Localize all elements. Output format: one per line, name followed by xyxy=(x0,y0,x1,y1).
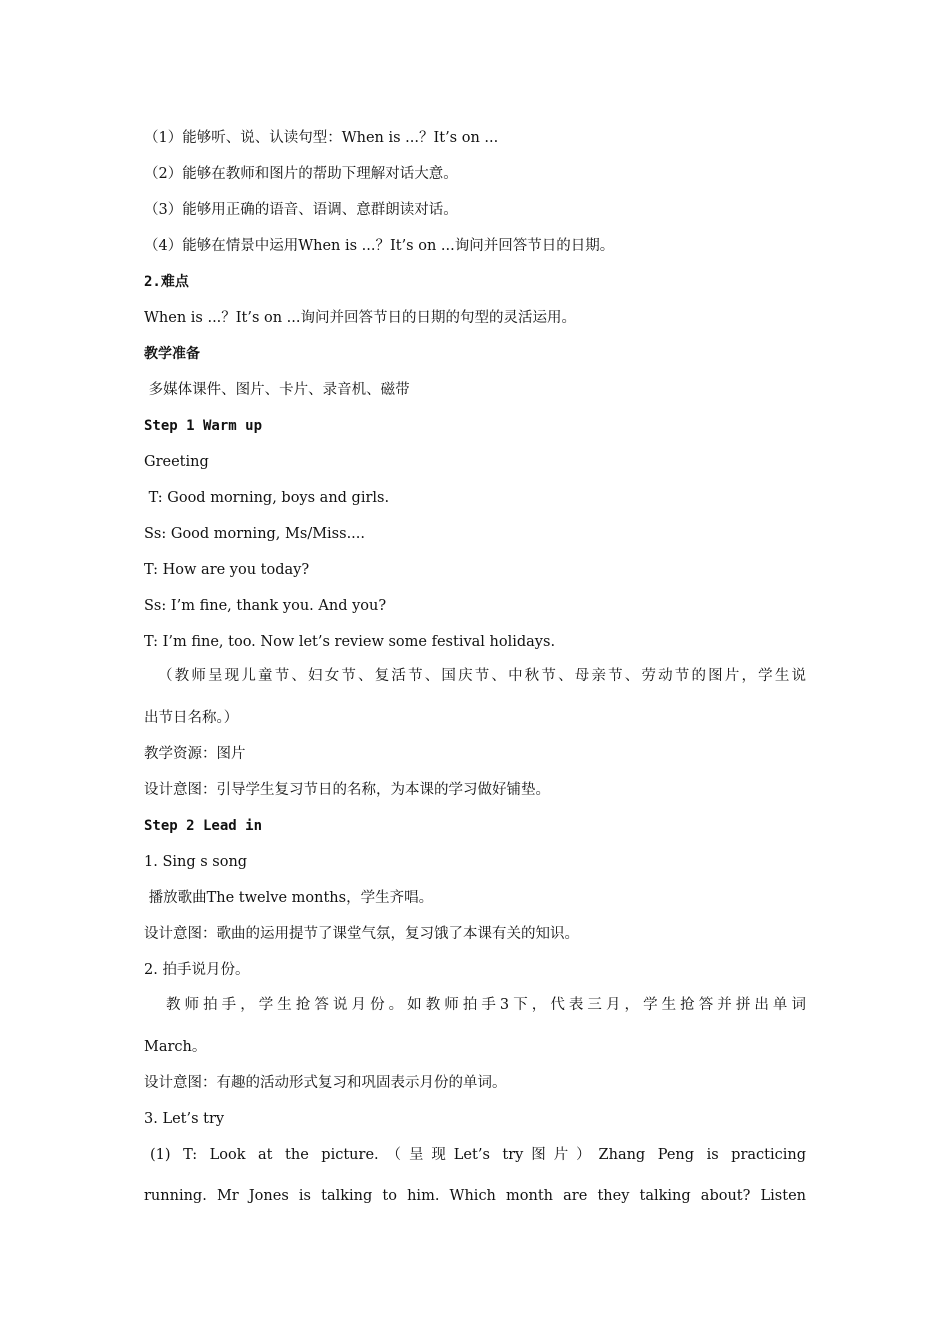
dialogue-line: T: How are you today? xyxy=(144,562,310,578)
difficulty-heading: 2.难点 xyxy=(144,274,189,290)
step2-item1: 1. Sing s song xyxy=(144,854,248,870)
step1-note-line1: （教师呈现儿童节、妇女节、复活节、国庆节、中秋节、母亲节、劳动节的图片，学生说 xyxy=(158,668,806,684)
step2-item3-line1: (1) T: Look at the picture.（呈现Let’s try图片）Zhang Peng is practicing xyxy=(150,1147,806,1163)
objective-2: （2）能够在教师和图片的帮助下理解对话大意。 xyxy=(144,166,458,182)
preparation-heading: 教学准备 xyxy=(144,346,200,362)
objective-4: （4）能够在情景中运用When is ...？It’s on ...询问并回答节日的日期。 xyxy=(144,238,615,254)
dialogue-line: Ss: I’m fine, thank you. And you? xyxy=(144,598,387,614)
objective-3: （3）能够用正确的语音、语调、意群朗读对话。 xyxy=(144,202,458,218)
step2-item1-intent: 设计意图：歌曲的运用提节了课堂气氛，复习饿了本课有关的知识。 xyxy=(144,926,579,942)
step1-intent: 设计意图：引导学生复习节日的名称，为本课的学习做好铺垫。 xyxy=(144,782,550,798)
dialogue-line: Ss: Good morning, Ms/Miss.... xyxy=(144,526,366,542)
step1-resource: 教学资源：图片 xyxy=(144,746,246,762)
step2-item3: 3. Let’s try xyxy=(144,1111,225,1127)
difficulty-text: When is ...？It’s on ...询问并回答节日的日期的句型的灵活运用。 xyxy=(144,310,577,326)
step2-item2-line1: 教师拍手，学生抢答说月份。如教师拍手3下，代表三月，学生抢答并拼出单词 xyxy=(166,997,806,1013)
dialogue-line: T: Good morning, boys and girls. xyxy=(144,490,390,506)
step2-item2-intent: 设计意图：有趣的活动形式复习和巩固表示月份的单词。 xyxy=(144,1075,507,1091)
step2-item1-text: 播放歌曲The twelve months，学生齐唱。 xyxy=(144,890,434,906)
step1-heading: Step 1 Warm up xyxy=(144,418,263,434)
objective-1: （1）能够听、说、认读句型：When is ...？It’s on ... xyxy=(144,130,499,146)
step2-item2: 2. 拍手说月份。 xyxy=(144,962,250,978)
step1-note-line2: 出节日名称。） xyxy=(144,710,239,726)
step2-item3-line2: running. Mr Jones is talking to him. Which month are they talking about? Listen xyxy=(144,1188,806,1204)
step2-heading: Step 2 Lead in xyxy=(144,818,263,834)
step2-item2-line2: March。 xyxy=(144,1039,207,1055)
step1-greeting: Greeting xyxy=(144,454,209,470)
dialogue-line: T: I’m fine, too. Now let’s review some festival holidays. xyxy=(144,634,556,650)
preparation-text: 多媒体课件、图片、卡片、录音机、磁带 xyxy=(144,382,410,398)
